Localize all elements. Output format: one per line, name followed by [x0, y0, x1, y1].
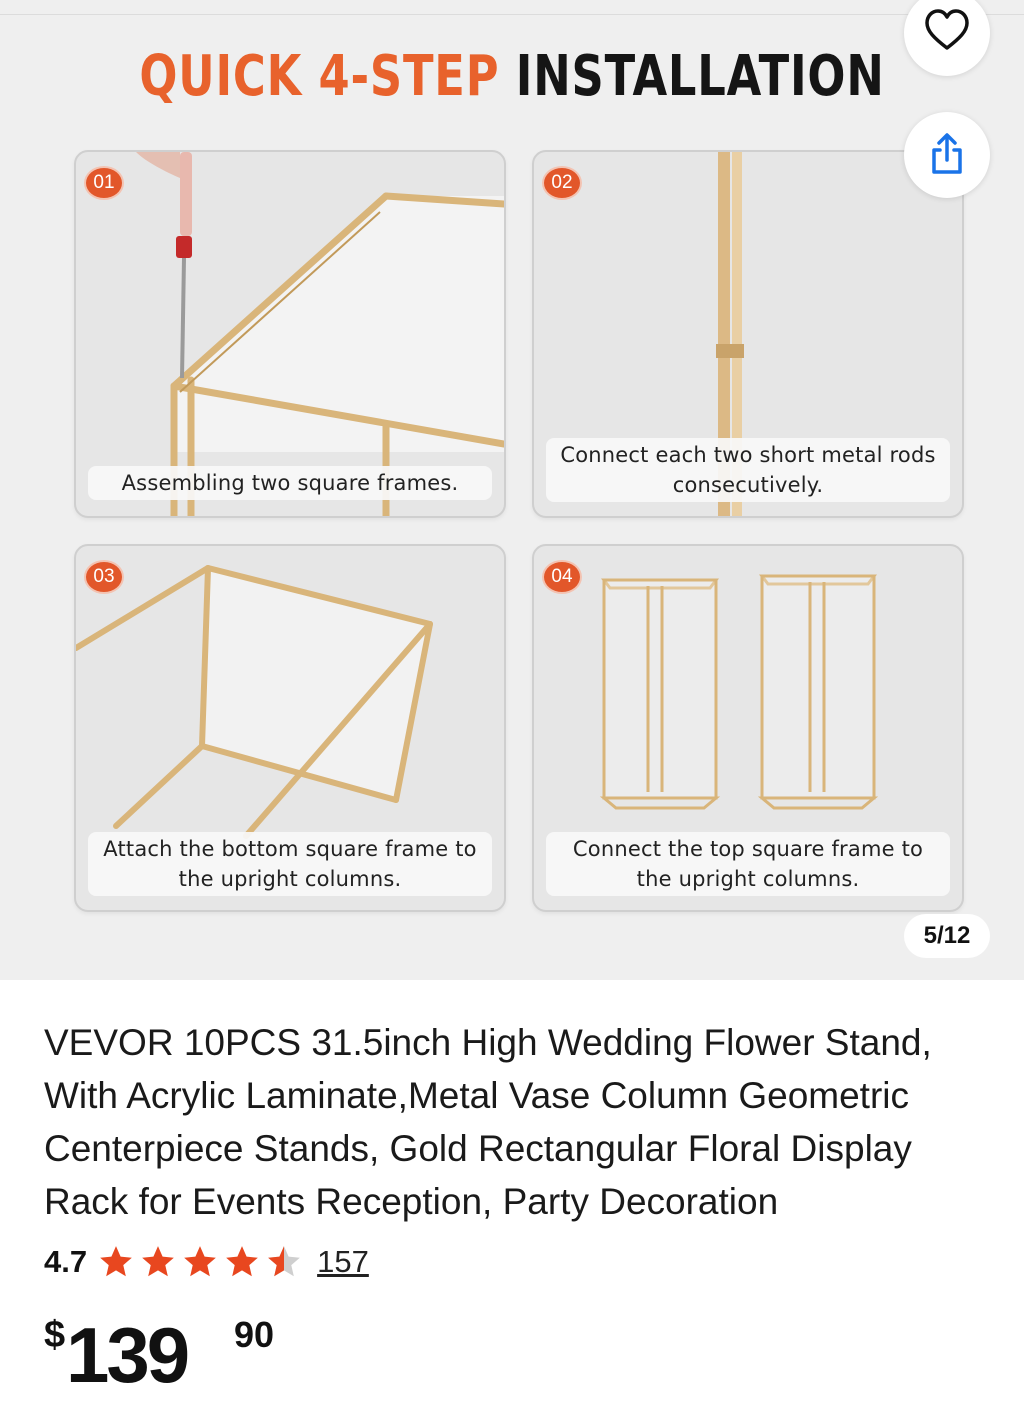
star-icon	[181, 1243, 219, 1281]
step-caption: Assembling two square frames.	[88, 466, 492, 500]
image-counter: 5/12	[904, 914, 990, 958]
rating-value: 4.7	[44, 1244, 88, 1279]
product-title: VEVOR 10PCS 31.5inch High Wedding Flower Stand, With Acrylic Laminate,Metal Vase Column Geometric Centerpiece Stands, Gold Rectangular Floral Display Rack for Events Reception, Party Decoration	[44, 1022, 932, 1222]
star-icon	[223, 1243, 261, 1281]
price-currency: $	[44, 1314, 66, 1356]
step-badge: 01	[84, 166, 124, 200]
favorite-button[interactable]	[904, 0, 990, 76]
star-icon	[139, 1243, 177, 1281]
share-button[interactable]	[904, 112, 990, 198]
step-panel-1	[74, 150, 506, 518]
heart-icon	[904, 0, 990, 76]
price-cents: 90	[234, 1314, 275, 1355]
step-caption: Connect each two short metal rods consecutively.	[546, 438, 950, 502]
rating-stars	[97, 1243, 307, 1281]
share-icon	[904, 112, 990, 198]
installation-heading	[102, 44, 921, 109]
step-badge: 02	[542, 166, 582, 200]
star-icon	[97, 1243, 135, 1281]
step-panel-2	[532, 150, 964, 518]
step-caption: Attach the bottom square frame to the upright columns.	[88, 832, 492, 896]
heading-main: INSTALLATION	[515, 44, 885, 109]
review-count-link[interactable]: 157	[317, 1244, 369, 1279]
rating-row[interactable]	[44, 1238, 369, 1286]
step-badge: 03	[84, 560, 124, 594]
divider	[0, 14, 1024, 15]
price-whole: 139	[66, 1311, 188, 1399]
half-star-icon	[265, 1243, 303, 1281]
heading-accent: QUICK 4-STEP	[139, 44, 500, 109]
step-panel-3	[74, 544, 506, 912]
step-panel-4	[532, 544, 964, 912]
step-1-illustration	[76, 152, 504, 516]
step-caption: Connect the top square frame to the upright columns.	[546, 832, 950, 896]
step-badge: 04	[542, 560, 582, 594]
